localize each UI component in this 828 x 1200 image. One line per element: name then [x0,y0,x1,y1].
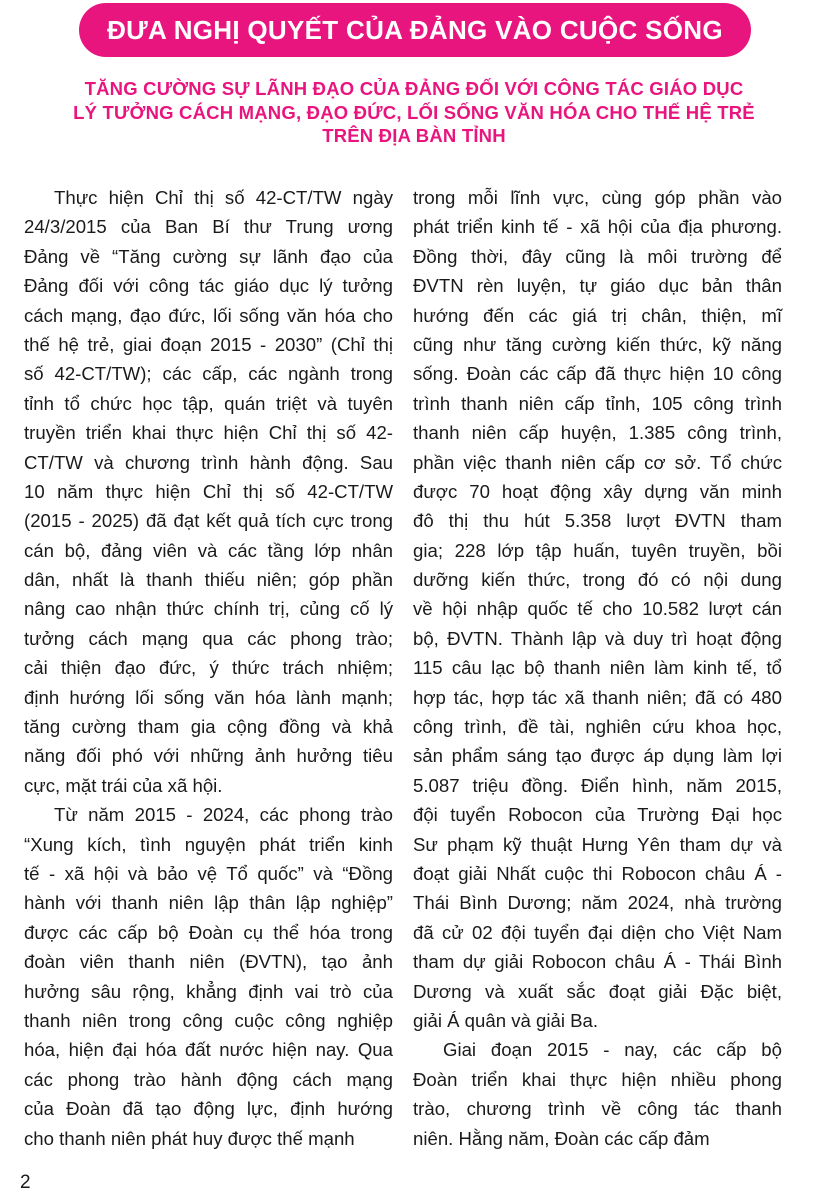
left-column [24,183,393,1153]
text-line: sống. Đoàn các cấp đã thực hiện 10 công [413,363,782,385]
article-title [20,77,808,148]
right-column [413,183,782,1153]
text-line: Từ năm 2015 - 2024, các phong trào [54,804,393,826]
text-line: Thực hiện Chỉ thị số 42-CT/TW ngày [54,187,393,208]
text-line: hóa, hiện đại hóa đất nước hiện nay. Qua [24,1039,393,1061]
article-title-line: LÝ TƯỞNG CÁCH MẠNG, ĐẠO ĐỨC, LỐI SỐNG VĂN HÓA CHO THẾ HỆ TRẺ [73,101,755,123]
text-line: (2015 - 2025) đã đạt kết quả tích cực trong [24,510,393,532]
text-line: năng đối phó với những ảnh hưởng tiêu [24,745,393,767]
text-line: bộ, ĐVTN. Thành lập và duy trì hoạt động [413,627,782,649]
text-line: tưởng cách mạng qua các phong trào; [24,627,393,649]
text-line: 24/3/2015 của Ban Bí thư Trung ương [24,216,393,238]
text-line: các phong trào hành động cách mạng [24,1068,393,1090]
article-title-line: TĂNG CƯỜNG SỰ LÃNH ĐẠO CỦA ĐẢNG ĐỐI VỚI CÔNG TÁC GIÁO DỤC [84,78,744,99]
text-line: gia; 228 lớp tập huấn, tuyên truyền, bồi [413,539,782,561]
text-line: đội tuyển Robocon của Trường Đại học [413,804,782,826]
text-line: số 42-CT/TW); các cấp, các ngành trong [24,363,393,385]
text-line: tăng cường tham gia cộng đồng và khả [24,716,393,738]
text-line: được 70 hoạt động xây dựng văn minh [413,480,782,502]
text-line: 5.087 triệu đồng. Điển hình, năm 2015, [413,774,782,796]
text-line: đô thị thu hút 5.358 lượt ĐVTN tham [413,510,782,532]
text-line: dân, nhất là thanh thiếu niên; góp phần [24,569,393,591]
text-line: công trình, đề tài, nghiên cứu khoa học, [413,716,782,738]
text-line: giải Á quân và giải Ba. [413,1009,599,1031]
text-line: dưỡng kiến thức, trong đó có nội dung [413,569,782,591]
text-line: 10 năm thực hiện Chỉ thị số 42-CT/TW [24,480,393,502]
text-line: Dương và xuất sắc đoạt giải Đặc biệt, [413,980,782,1002]
text-line: niên. Hằng năm, Đoàn các cấp đảm [413,1127,710,1149]
text-line: hành với thanh niên lập thân lập nghiệp” [24,892,393,914]
text-line: Đảng về “Tăng cường sự lãnh đạo của [24,245,393,267]
text-line: tham dự giải Robocon châu Á - Thái Bình [413,951,782,973]
text-line: Giai đoạn 2015 - nay, các cấp bộ [443,1039,782,1061]
text-line: 115 câu lạc bộ thanh niên làm kinh tế, tổ [413,657,782,679]
text-line: hưởng sâu rộng, khẳng định vai trò của [24,980,393,1002]
text-line: trình thanh niên cấp tỉnh, 105 công trình [413,392,782,414]
text-line: cũng như tăng cường kiến thức, kỹ năng [413,333,782,355]
text-line: hướng đến các giá trị chân, thiện, mĩ [413,304,782,326]
text-line: truyền triển khai thực hiện Chỉ thị số 42- [24,422,393,444]
text-line: Thái Bình Dương; năm 2024, nhà trường [413,892,782,914]
text-line: cải thiện đạo đức, ý thức trách nhiệm; [24,657,393,679]
text-line: thế hệ trẻ, giai đoạn 2015 - 2030” (Chỉ thị [24,333,393,355]
text-line: của Đoàn đã tạo động lực, định hướng [24,1098,393,1120]
text-line: Đảng đối với công tác giáo dục lý tưởng [24,275,393,297]
text-line: đoạt giải Nhất cuộc thi Robocon châu Á - [413,862,782,884]
article-title-line: TRÊN ĐỊA BÀN TỈNH [322,125,506,146]
text-line: CT/TW và chương trình hành động. Sau [24,451,393,473]
text-line: phát triển kinh tế - xã hội của địa phương. [413,216,782,238]
text-line: về hội nhập quốc tế cho 10.582 lượt cán [413,598,782,620]
text-line: nâng cao nhận thức chính trị, củng cố lý [24,598,393,620]
text-line: trào, chương trình về công tác thanh [413,1098,782,1120]
text-line: Đồng thời, đây cũng là môi trường để [413,245,782,267]
text-line: sản phẩm sáng tạo được áp dụng làm lợi [413,745,782,767]
text-line: hợp tác, hợp tác xã thanh niên; đã có 480 [413,686,782,708]
text-line: cho thanh niên phát huy được thế mạnh [24,1127,355,1149]
section-banner: ĐƯA NGHỊ QUYẾT CỦA ĐẢNG VÀO CUỘC SỐNG [79,3,751,57]
text-line: đoàn viên thanh niên (ĐVTN), tạo ảnh [24,951,393,973]
text-line: phần việc thanh niên cấp cơ sở. Tổ chức [413,451,782,473]
text-line: thanh niên cấp huyện, 1.385 công trình, [413,422,782,444]
text-line: Đoàn triển khai thực hiện nhiều phong [413,1068,782,1090]
text-line: Sư phạm kỹ thuật Hưng Yên tham dự và [413,833,782,855]
text-line: trong mỗi lĩnh vực, cùng góp phần vào [413,187,782,208]
text-line: đã cử 02 đội tuyển đại diện cho Việt Nam [413,921,782,943]
text-line: cán bộ, đảng viên và các tầng lớp nhân [24,539,393,561]
text-line: ĐVTN rèn luyện, tự giáo dục bản thân [413,275,782,297]
text-line: thanh niên trong công cuộc công nghiệp [24,1009,393,1031]
text-line: cách mạng, đạo đức, lối sống văn hóa cho [24,304,393,326]
text-line: “Xung kích, tình nguyện phát triển kinh [24,833,393,855]
text-line: được các cấp bộ Đoàn cụ thể hóa trong [24,921,393,943]
text-line: định hướng lối sống văn hóa lành mạnh; [24,686,393,708]
text-line: cực, mặt trái của xã hội. [24,774,223,796]
page-number: 2 [20,1172,31,1193]
text-line: tế - xã hội và bảo vệ Tổ quốc” và “Đồng [24,862,393,884]
text-line: tỉnh tổ chức học tập, quán triệt và tuyên [24,392,393,414]
